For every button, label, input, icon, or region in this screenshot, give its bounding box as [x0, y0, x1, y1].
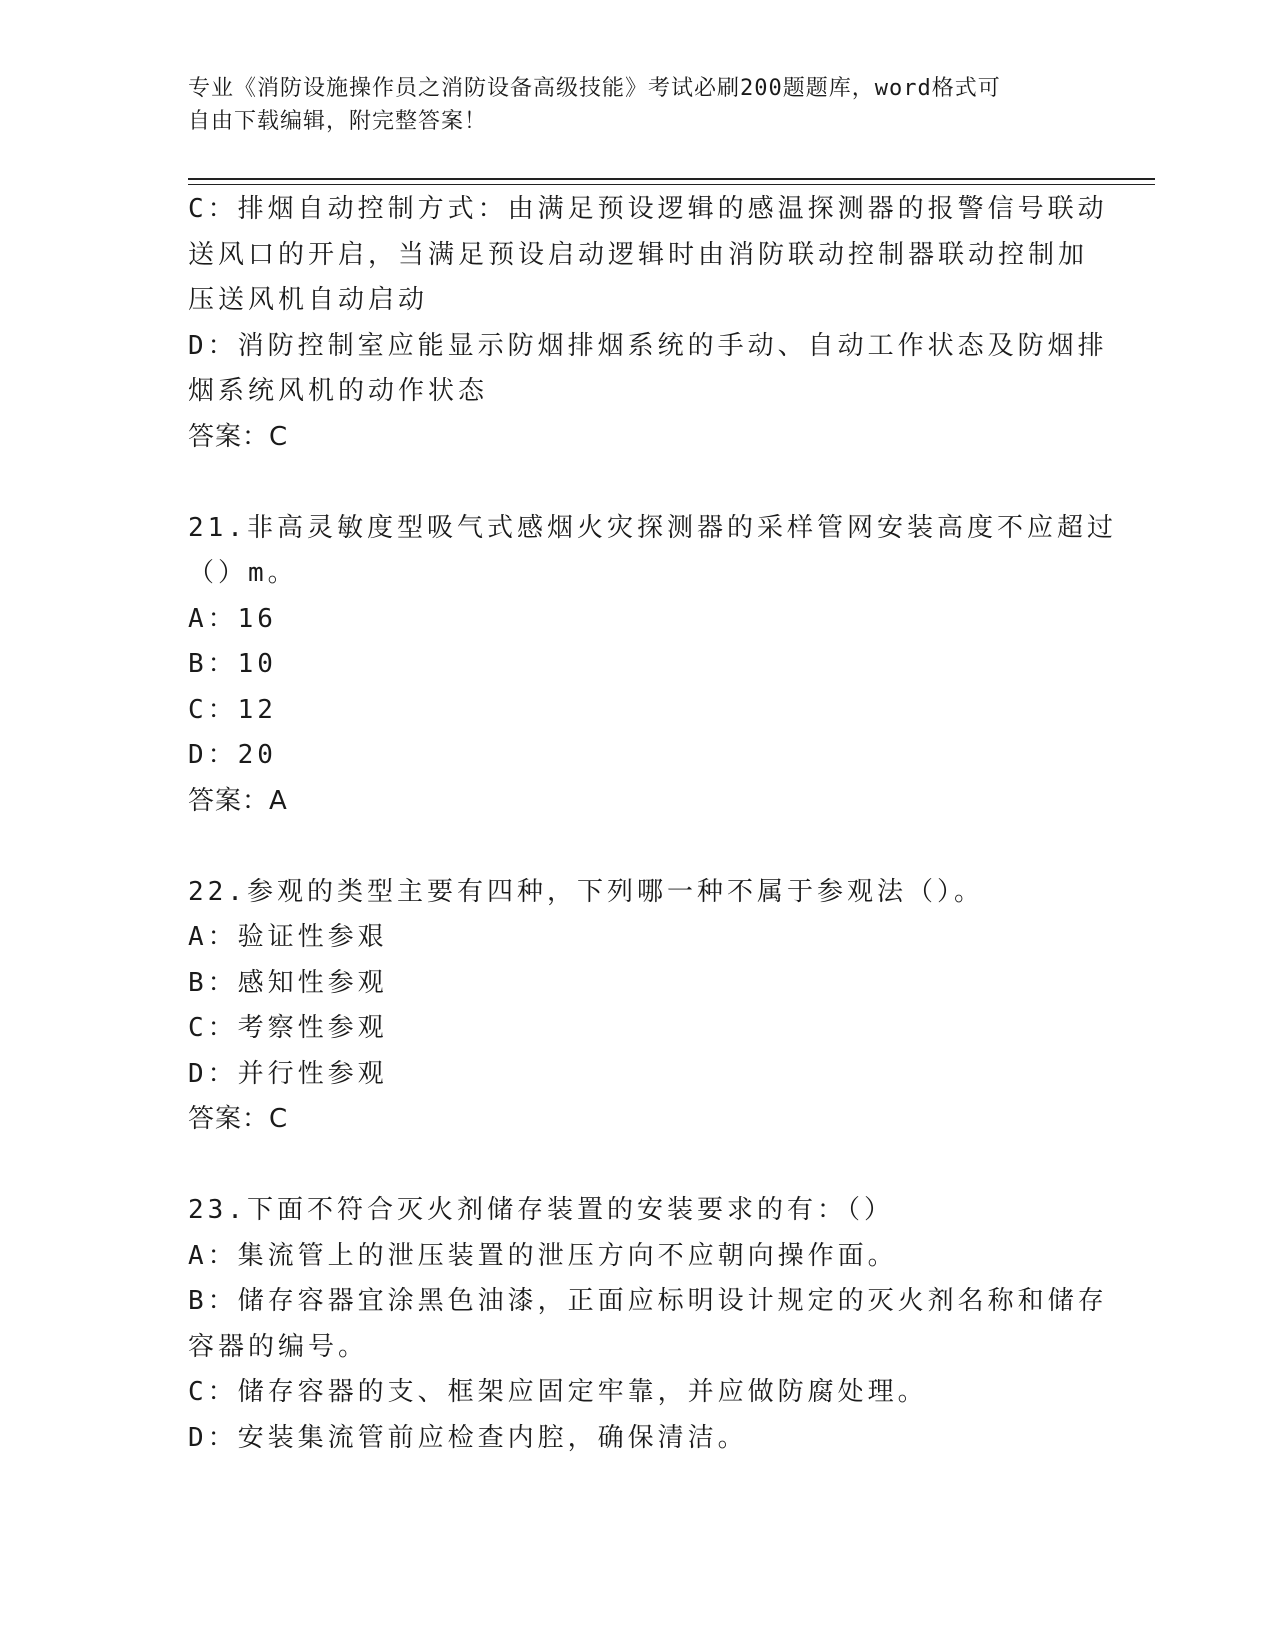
question-stem: 23.下面不符合灭火剂储存装置的安装要求的有：（） [188, 1195, 894, 1225]
header-line: 专业《消防设施操作员之消防设备高级技能》考试必刷200题题库，word格式可 [188, 76, 1001, 101]
spacer [188, 1143, 1088, 1189]
prev-question-block [188, 187, 1108, 460]
option-c: 压送风机自动启动 [188, 285, 429, 315]
answer-line: 答案：C [188, 1104, 289, 1134]
header-divider [188, 184, 1155, 185]
option-b: 容器的编号。 [188, 1331, 369, 1362]
option-d: 烟系统风机的动作状态 [188, 376, 489, 406]
header-line: 自由下载编辑，附完整答案！ [188, 109, 488, 134]
question-21 [188, 506, 1117, 825]
option-c: C：12 [188, 694, 277, 725]
option-c: C：储存容器的支、框架应固定牢靠，并应做防腐处理。 [188, 1377, 928, 1407]
option-c: C：排烟自动控制方式：由满足预设逻辑的感温探测器的报警信号联动 [188, 194, 1108, 224]
question-22 [188, 870, 1088, 1143]
answer-line: 答案：A [188, 785, 288, 816]
option-b: B：储存容器宜涂黑色油漆，正面应标明设计规定的灭火剂名称和储存 [188, 1286, 1108, 1316]
option-d: D：安装集流管前应检查内腔，确保清洁。 [188, 1422, 748, 1453]
option-a: A：验证性参艰 [188, 922, 388, 952]
answer-line: 答案：C [188, 421, 289, 452]
spacer [188, 460, 1088, 506]
question-stem: （）m。 [188, 558, 298, 588]
document-header [188, 72, 1088, 138]
option-a: A：16 [188, 603, 277, 634]
option-a: A：集流管上的泄压装置的泄压方向不应朝向操作面。 [188, 1240, 898, 1271]
question-stem: 22.参观的类型主要有四种，下列哪一种不属于参观法（）。 [188, 876, 984, 907]
question-23 [188, 1188, 1108, 1461]
option-b: B：感知性参观 [188, 967, 388, 998]
header-divider [188, 178, 1155, 180]
option-b: B：10 [188, 649, 277, 679]
option-c: C：考察性参观 [188, 1013, 388, 1043]
option-d: D：消防控制室应能显示防烟排烟系统的手动、自动工作状态及防烟排 [188, 330, 1108, 361]
option-d: D：20 [188, 740, 277, 770]
document-body [188, 187, 1117, 1461]
option-c: 送风口的开启，当满足预设启动逻辑时由消防联动控制器联动控制加 [188, 239, 1089, 270]
option-d: D：并行性参观 [188, 1058, 388, 1089]
spacer [188, 824, 1088, 870]
question-stem: 21.非高灵敏度型吸气式感烟火灾探测器的采样管网安装高度不应超过 [188, 512, 1117, 543]
